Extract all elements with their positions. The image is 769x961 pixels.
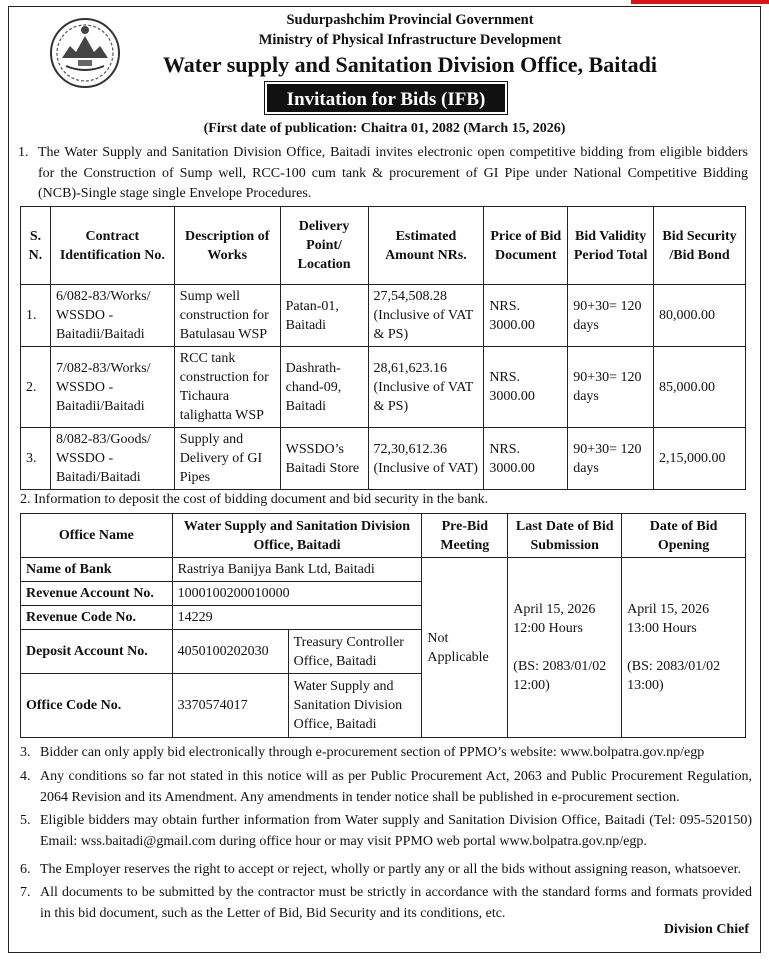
deposit-account-office: Treasury Controller Office, Baitadi: [288, 630, 422, 674]
bids-table: [20, 206, 746, 490]
table-row: [21, 347, 746, 428]
last-date-line: April 15, 2026: [513, 602, 596, 617]
publication-date: (First date of publication: Chaitra 01, 2082 (March 15, 2026): [203, 121, 566, 136]
cell-description: RCC tank construction for Tichaura talighatta WSP: [174, 347, 280, 428]
item1-text: The Water Supply and Sanitation Division Office, Baitadi invites electronic open competitive bidding from eligible bidders for the Construction of Sump well, RCC-100 cum tank & procurement of GI Pipe under National Competitive Bidding (NCB)-Single stage single Envelope Procedures.: [38, 145, 748, 201]
cell-validity: 90+30= 120 days: [568, 347, 654, 428]
last-date-line: 12:00 Hours: [513, 621, 583, 636]
cell-estimated: 72,30,612.36 (Inclusive of VAT): [368, 428, 484, 490]
cell-delivery: Dashrath-chand-09, Baitadi: [280, 347, 368, 428]
ministry-name: Ministry of Physical Infrastructure Development: [258, 32, 562, 48]
office-name-value: Water Supply and Sanitation Division Office, Baitadi: [172, 514, 422, 558]
deposit-account-value: 4050100202030: [172, 630, 288, 674]
nepal-emblem-icon: [48, 16, 122, 90]
office-title: Water supply and Sanitation Division Office, Baitadi: [162, 52, 658, 77]
last-date-header: Last Date of Bid Submission: [508, 514, 622, 558]
cell-contract-id: 7/082-83/Works/ WSSDO -Baitadii/Baitadi: [50, 347, 174, 428]
bids-header-row: [21, 207, 746, 285]
item1-number: 1.: [18, 145, 29, 160]
col-sn: S. N.: [21, 207, 51, 285]
bank-name-label: Name of Bank: [21, 558, 173, 582]
last-date-line: 12:00): [513, 678, 550, 693]
revenue-account-value: 1000100200010000: [172, 582, 422, 606]
office-code-label: Office Code No.: [21, 674, 173, 738]
cell-estimated: 28,61,623.16 (Inclusive of VAT & PS): [368, 347, 484, 428]
office-name-header: Office Name: [21, 514, 173, 558]
col-price: Price of Bid Document: [484, 207, 568, 285]
revenue-code-value: 14229: [172, 606, 422, 630]
deposit-account-label: Deposit Account No.: [21, 630, 173, 674]
cell-delivery: WSSDO’s Baitadi Store: [280, 428, 368, 490]
corner-mark: [631, 0, 769, 4]
opening-date-value: [622, 558, 746, 738]
signature-division-chief: Division Chief: [663, 922, 749, 937]
opening-date-line: 13:00 Hours: [627, 621, 697, 636]
revenue-code-label: Revenue Code No.: [21, 606, 173, 630]
opening-date-line: April 15, 2026: [627, 602, 710, 617]
item2-text: 2. Information to deposit the cost of bidding document and bid security in the bank.: [20, 492, 489, 507]
opening-date-line: 13:00): [627, 678, 664, 693]
item4-text: Any conditions so far not stated in this notice will as per Public Procurement Act, 2063 and Public Procurement Regulation, 2064 Revision and its Amendment. Any amendments in tender notice shall be published in e-procurement section.: [40, 769, 752, 805]
cell-description: Supply and Delivery of GI Pipes: [174, 428, 280, 490]
cell-price: NRS. 3000.00: [484, 428, 568, 490]
cell-price: NRS. 3000.00: [484, 347, 568, 428]
table-row: [21, 558, 746, 582]
office-code-office: Water Supply and Sanitation Division Office, Baitadi: [288, 674, 422, 738]
col-contract-id: Contract Identification No.: [50, 207, 174, 285]
table-row: [21, 285, 746, 347]
cell-sn: 1.: [21, 285, 51, 347]
item5-number: 5.: [20, 813, 31, 828]
provincial-government: Sudurpashchim Provincial Government: [286, 12, 534, 28]
last-date-line: (BS: 2083/01/02: [513, 659, 607, 674]
cell-contract-id: 8/082-83/Goods/ WSSDO -Baitadi/Baitadi: [50, 428, 174, 490]
item7-text: All documents to be submitted by the contractor must be strictly in accordance with the standard forms and formats provided in this bid document, such as the Letter of Bid, Bid Security and its conditions, etc.: [40, 885, 752, 921]
bank-name-value: Rastriya Banijya Bank Ltd, Baitadi: [172, 558, 422, 582]
prebid-value: Not Applicable: [422, 558, 508, 738]
last-date-value: [508, 558, 622, 738]
item4-number: 4.: [20, 769, 31, 784]
cell-sn: 3.: [21, 428, 51, 490]
revenue-account-label: Revenue Account No.: [21, 582, 173, 606]
cell-validity: 90+30= 120 days: [568, 428, 654, 490]
col-security: Bid Security /Bid Bond: [654, 207, 746, 285]
bank-header-row: [21, 514, 746, 558]
cell-contract-id: 6/082-83/Works/ WSSDO -Baitadii/Baitadi: [50, 285, 174, 347]
cell-delivery: Patan-01, Baitadi: [280, 285, 368, 347]
item3-text: Bidder can only apply bid electronically through e-procurement section of PPMO’s website: www.bolpatra.gov.np/egp: [40, 745, 705, 760]
opening-date-line: (BS: 2083/01/02: [627, 659, 721, 674]
cell-price: NRS. 3000.00: [484, 285, 568, 347]
cell-security: 80,000.00: [654, 285, 746, 347]
prebid-header: Pre-Bid Meeting: [422, 514, 508, 558]
ifb-banner: Invitation for Bids (IFB): [267, 84, 505, 112]
item6-number: 6.: [20, 862, 31, 877]
cell-security: 85,000.00: [654, 347, 746, 428]
col-description: Description of Works: [174, 207, 280, 285]
item5-text: Eligible bidders may obtain further information from Water supply and Sanitation Division Office, Baitadi (Tel: 095-520150) Email: wss.baitadi@gmail.com during office hour or may visit PPMO web portal www.bolpatra.gov.np/egp.: [40, 813, 752, 849]
bank-info-table: [20, 513, 746, 738]
cell-sn: 2.: [21, 347, 51, 428]
col-estimated: Estimated Amount NRs.: [368, 207, 484, 285]
cell-description: Sump well construction for Batulasau WSP: [174, 285, 280, 347]
office-code-value: 3370574017: [172, 674, 288, 738]
cell-estimated: 27,54,508.28 (Inclusive of VAT & PS): [368, 285, 484, 347]
opening-header: Date of Bid Opening: [622, 514, 746, 558]
item6-text: The Employer reserves the right to accept or reject, wholly or partly any or all the bids without assigning reason, whatsoever.: [40, 862, 741, 877]
col-validity: Bid Validity Period Total: [568, 207, 654, 285]
table-row: [21, 428, 746, 490]
cell-security: 2,15,000.00: [654, 428, 746, 490]
col-delivery: Delivery Point/ Location: [280, 207, 368, 285]
cell-validity: 90+30= 120 days: [568, 285, 654, 347]
item7-number: 7.: [20, 885, 31, 900]
item3-number: 3.: [20, 745, 31, 760]
